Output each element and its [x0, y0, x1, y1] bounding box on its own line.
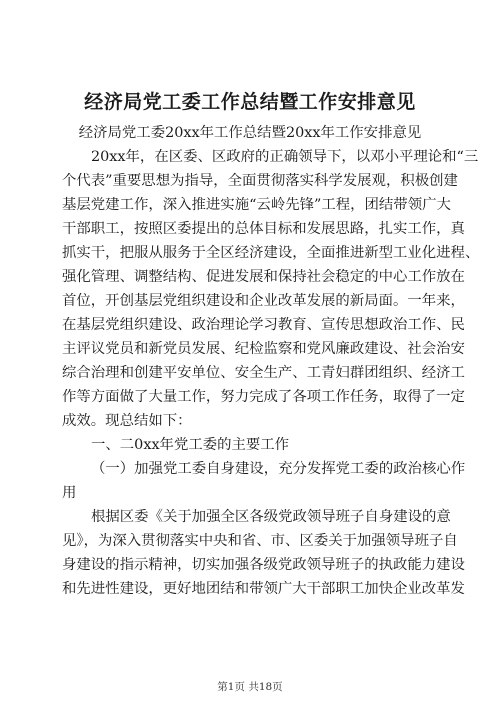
paragraph-line: 成效。现总结如下：	[62, 413, 192, 429]
paragraph-line: 基层党建工作，深入推进实施“云岭先锋”工程，团结带领广大	[62, 197, 451, 213]
paragraph-line: 身建设的指示精神，切实加强各级党政领导班子的执政能力建设	[62, 557, 465, 573]
subsection-heading: （一）加强党工委自身建设，充分发挥党工委的政治核心作	[91, 461, 466, 477]
paragraph-line: 强化管理、调整结构、促进发展和保持社会稳定的中心工作放在	[62, 269, 465, 285]
paragraph-line: 在基层党组织建设、政治理论学习教育、宣传思想政治工作、民	[62, 317, 465, 333]
document-body	[62, 121, 480, 601]
document-subtitle: 经济局党工委20xx年工作总结暨20xx年工作安排意见	[78, 125, 422, 141]
paragraph-line: 主评议党员和新党员发展、纪检监察和党风廉政建设、社会治安	[62, 341, 465, 357]
paragraph-line: 干部职工，按照区委提出的总体目标和发展思路，扎实工作，真	[62, 221, 465, 237]
section-heading: 一、二0xx年党工委的主要工作	[91, 437, 290, 453]
paragraph-line: 根据区委《关于加强全区各级党政领导班子自身建设的意	[91, 509, 451, 525]
page-footer: 第1页 共18页	[217, 681, 283, 693]
paragraph-line: 首位，开创基层党组织建设和企业改革发展的新局面。一年来，	[62, 293, 465, 309]
paragraph-line: 抓实干，把服从服务于全区经济建设，全面推进新型工业化进程、	[62, 245, 480, 261]
paragraph-line: 个代表”重要思想为指导，全面贯彻落实科学发展观，积极创建	[62, 173, 458, 189]
subsection-heading-continued: 用	[62, 485, 77, 501]
paragraph-line: 见》，为深入贯彻落实中央和省、市、区委关于加强领导班子自	[62, 533, 458, 549]
paragraph-line: 综合治理和创建平安单位、安全生产、工青妇群团组织、经济工	[62, 365, 465, 381]
paragraph-line: 20xx年，在区委、区政府的正确领导下，以邓小平理论和“三	[91, 149, 479, 165]
paragraph-line: 作等方面做了大量工作，努力完成了各项工作任务，取得了一定	[62, 389, 465, 405]
document-title: 经济局党工委工作总结暨工作安排意见	[84, 91, 416, 113]
paragraph-line: 和先进性建设，更好地团结和带领广大干部职工加快企业改革发	[62, 581, 465, 597]
